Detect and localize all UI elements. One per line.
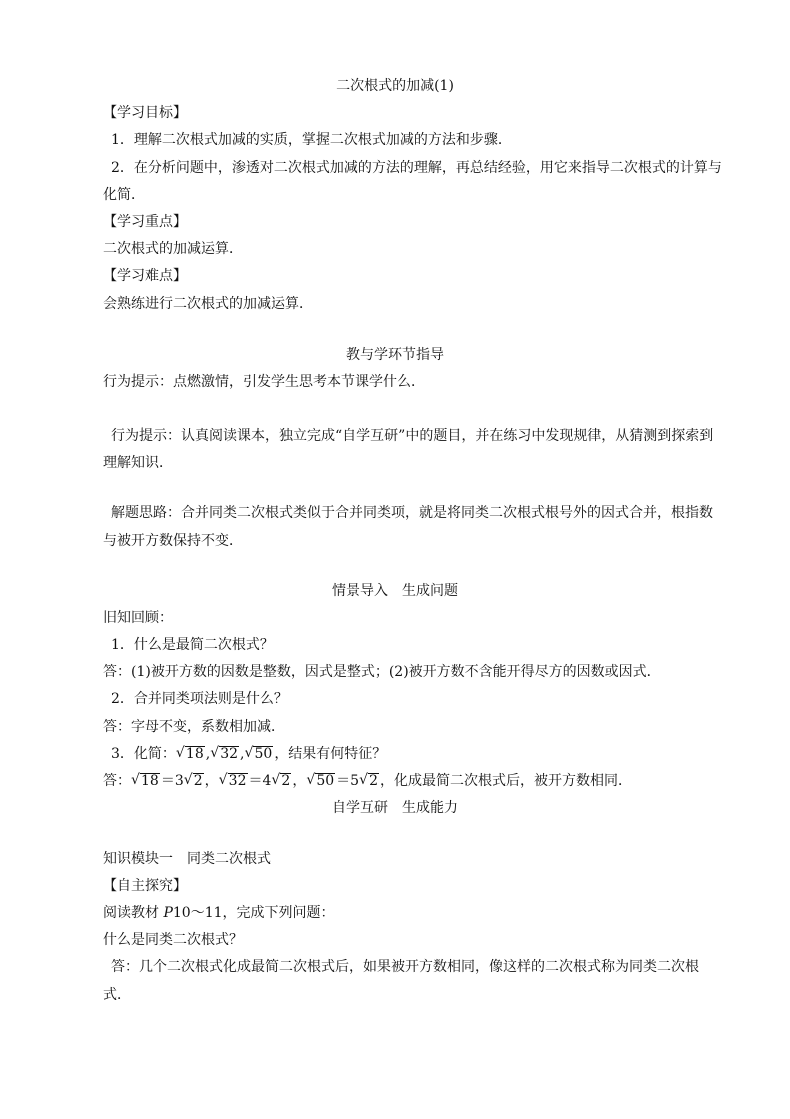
question-2: 2．合并同类项法则是什么？ xyxy=(111,691,288,707)
question-3-prefix: 3．化简： xyxy=(111,746,176,762)
behavior-hint-1: 行为提示：点燃激情，引发学生思考本节课学什么． xyxy=(103,374,425,390)
sqrt-symbol xyxy=(176,744,205,764)
comma: , xyxy=(205,746,211,762)
sqrt-symbol xyxy=(184,771,204,791)
radicand: 2 xyxy=(193,773,203,789)
equals-coefficient: ＝3 xyxy=(160,773,184,789)
radicand: 2 xyxy=(369,773,379,789)
page-letter: P xyxy=(163,905,173,921)
radicand: 32 xyxy=(228,773,247,789)
sqrt-symbol xyxy=(306,771,335,791)
sqrt-symbol xyxy=(271,771,291,791)
sqrt-symbol xyxy=(359,771,379,791)
answer-3 xyxy=(103,771,632,791)
explore-answer-line-1: 答：几个二次根式化成最简二次根式后，如果被开方数相同，像这样的二次根式称为同类二次根 xyxy=(111,959,699,975)
selfstudy-heading: 自学互研 生成能力 xyxy=(332,800,458,816)
radicand: 50 xyxy=(316,773,335,789)
behavior-hint-2-line-1: 行为提示：认真阅读课本，独立完成“自学互研”中的题目，并在练习中发现规律，从猜测到探索到 xyxy=(111,428,714,444)
solution-tip-line-1: 解题思路：合并同类二次根式类似于合并同类项，就是将同类二次根式根号外的因式合并，根指数 xyxy=(111,505,713,521)
sqrt-symbol xyxy=(219,771,248,791)
goal-item-2-line-2: 化简． xyxy=(103,187,145,203)
behavior-hint-2-line-2: 理解知识． xyxy=(103,455,173,471)
reading-prefix: 阅读教材 xyxy=(103,905,164,921)
comma: ， xyxy=(292,773,307,789)
sqrt-symbol xyxy=(210,744,239,764)
equals-coefficient: ＝4 xyxy=(248,773,272,789)
equals-coefficient: ＝5 xyxy=(336,773,360,789)
answer-2: 答：字母不变，系数相加减． xyxy=(103,719,285,735)
page-title: 二次根式的加减(1) xyxy=(336,78,454,94)
focus-text: 二次根式的加减运算． xyxy=(103,241,243,257)
intro-heading: 情景导入 生成问题 xyxy=(332,583,458,599)
difficulty-text: 会熟练进行二次根式的加减运算． xyxy=(103,296,313,312)
goal-item-1: 1．理解二次根式加减的实质，掌握二次根式加减的方法和步骤． xyxy=(111,132,512,148)
guide-heading: 教与学环节指导 xyxy=(346,347,444,363)
reading-suffix: 10～11，完成下列问题： xyxy=(172,905,335,921)
explore-answer-line-2: 式． xyxy=(103,987,131,1003)
comma: ， xyxy=(204,773,219,789)
answer-3-prefix: 答： xyxy=(103,773,131,789)
radicand: 50 xyxy=(254,746,273,762)
difficulty-heading: 【学习难点】 xyxy=(103,268,187,284)
radicand: 2 xyxy=(281,773,291,789)
comma: , xyxy=(240,746,245,762)
solution-tip-line-2: 与被开方数保持不变． xyxy=(103,533,243,549)
explore-heading: 【自主探究】 xyxy=(103,878,187,894)
answer-1: 答：(1)被开方数的因数是整数，因式是整式；(2)被开方数不含能开得尽方的因数或因式． xyxy=(103,664,661,680)
goals-heading: 【学习目标】 xyxy=(103,105,187,121)
focus-heading: 【学习重点】 xyxy=(103,214,187,230)
review-label: 旧知回顾： xyxy=(103,610,173,626)
question-3 xyxy=(111,744,386,764)
sqrt-symbol xyxy=(131,771,160,791)
goal-item-2-line-1: 2．在分析问题中，渗透对二次根式加减的方法的理解，再总结经验，用它来指导二次根式的计算与 xyxy=(111,160,722,176)
reading-instruction xyxy=(103,903,335,923)
radicand: 18 xyxy=(185,746,204,762)
question-3-suffix: ，结果有何特征？ xyxy=(274,746,387,762)
question-1: 1．什么是最简二次根式？ xyxy=(111,637,274,653)
radicand: 18 xyxy=(141,773,159,789)
answer-3-suffix: ，化成最简二次根式后，被开方数相同． xyxy=(380,773,633,789)
sqrt-symbol xyxy=(244,744,273,764)
radicand: 32 xyxy=(220,746,239,762)
module-title: 知识模块一 同类二次根式 xyxy=(103,851,271,867)
explore-question: 什么是同类二次根式？ xyxy=(103,932,243,948)
